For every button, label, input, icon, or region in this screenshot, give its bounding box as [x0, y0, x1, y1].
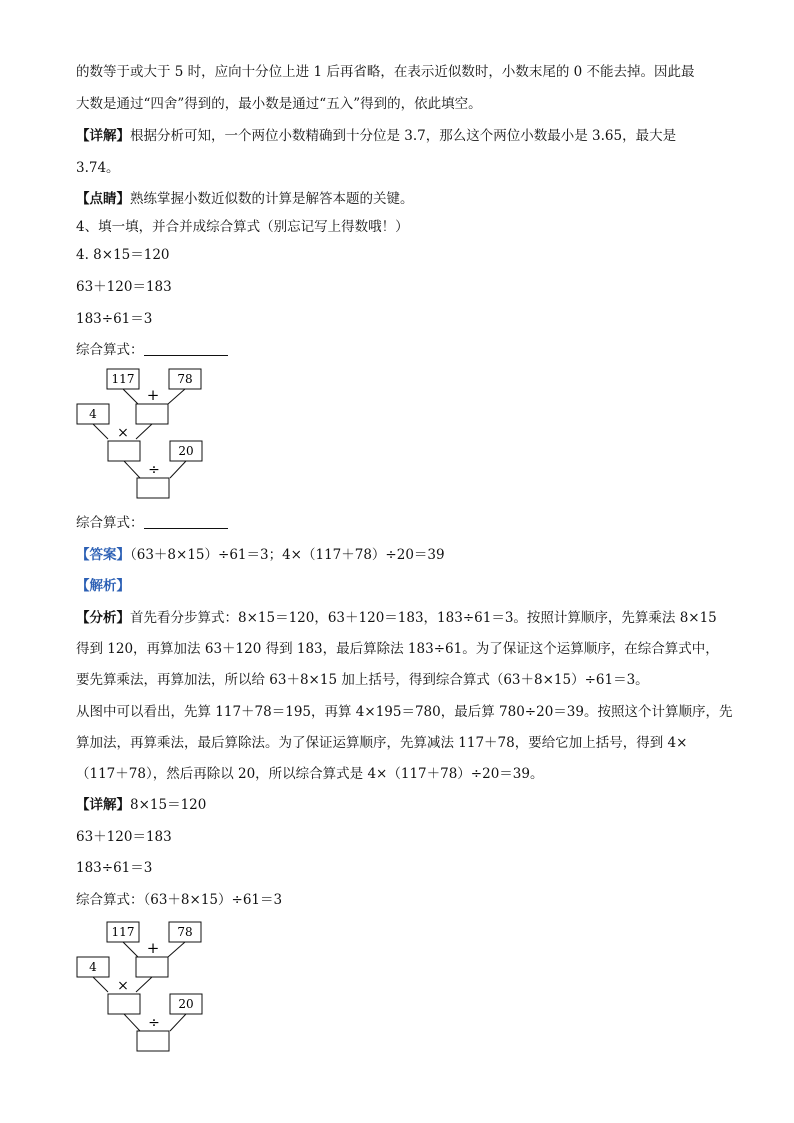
combined-label-2: 综合算式： [76, 515, 144, 531]
detail-line-1 [76, 127, 676, 145]
tree-box-left-result [108, 441, 140, 461]
tree-op-times: × [117, 425, 129, 441]
step-2: 63＋120＝183 [76, 279, 172, 295]
tree2-top-left-value: 117 [111, 925, 135, 939]
analysis-line-6: （117＋78），然后再除以 20，所以综合算式是 4×（117＋78）÷20＝39。 [76, 766, 544, 782]
point-text: 熟练掌握小数近似数的计算是解答本题的关键。 [130, 191, 414, 207]
question-title: 4、填一填，并合并成综合算式（别忘记写上得数哦！） [76, 219, 409, 235]
detail-line-2: 3.74。 [76, 160, 120, 176]
analysis-tag: 【解析】 [76, 578, 130, 594]
intro-line-2: 大数是通过“四舍”得到的，最小数是通过“五入”得到的，依此填空。 [76, 96, 482, 112]
answer-line [76, 546, 445, 564]
detail2-step-2: 63＋120＝183 [76, 829, 172, 845]
intro-line-1: 的数等于或大于 5 时，应向十分位上进 1 后再省略，在表示近似数时，小数末尾的 0 不能去掉。因此最 [76, 64, 695, 80]
step-1: 4. 8×15＝120 [76, 247, 170, 263]
analysis-heading [76, 577, 130, 595]
analysis-line-5: 算加法，再算乘法，最后算除法。为了保证运算顺序，先算减法 117＋78，要给它加上括号，得到 4× [76, 735, 688, 751]
combined-label: 综合算式： [76, 342, 144, 358]
tree-side-right-value: 20 [178, 444, 194, 458]
step-3: 183÷61＝3 [76, 311, 153, 327]
tree-op-divide: ÷ [148, 462, 160, 478]
tree-box-mid [136, 404, 168, 424]
detail2-step-3: 183÷61＝3 [76, 860, 153, 876]
tree2-side-right-value: 20 [178, 997, 194, 1011]
tree2-top-right-value: 78 [177, 925, 193, 939]
answer-tag: 【答案】 [76, 547, 130, 563]
tree2-op-times: × [117, 978, 129, 994]
point-tag: 【点睛】 [76, 191, 130, 207]
tree-side-left-value: 4 [89, 407, 97, 421]
analysis-line-4: 从图中可以看出，先算 117＋78＝195，再算 4×195＝780，最后算 780÷20＝39。按照这个计算顺序，先 [76, 704, 733, 720]
combined-formula-1 [76, 341, 228, 359]
analysis-line-1 [76, 609, 717, 627]
detail-tag: 【详解】 [76, 128, 130, 144]
answer-blank-2[interactable] [144, 514, 228, 529]
detail2-line-1 [76, 796, 206, 814]
tree-box-final [137, 478, 169, 498]
detail2-step-1: 8×15＝120 [130, 797, 207, 813]
calc-tree-diagram-2 [70, 919, 210, 1059]
fenxi-tag: 【分析】 [76, 610, 130, 626]
tree2-op-plus: + [146, 939, 160, 957]
combined-formula-2 [76, 514, 228, 532]
detail-text: 根据分析可知，一个两位小数精确到十分位是 3.7，那么这个两位小数最小是 3.65，最大是 [130, 128, 677, 144]
tree2-side-left-value: 4 [89, 960, 97, 974]
analysis-text-1: 首先看分步算式：8×15＝120，63＋120＝183，183÷61＝3。按照计算顺序，先算乘法 8×15 [130, 610, 717, 626]
tree-top-left-value: 117 [111, 372, 135, 386]
tree2-op-divide: ÷ [148, 1015, 160, 1031]
tree-top-right-value: 78 [177, 372, 193, 386]
point-line [76, 190, 414, 208]
detail2-tag: 【详解】 [76, 797, 130, 813]
detail2-combined: 综合算式：（63＋8×15）÷61＝3 [76, 892, 283, 908]
calc-tree-diagram-1 [70, 366, 210, 506]
analysis-line-2: 得到 120，再算加法 63＋120 得到 183，最后算除法 183÷61。为了保证这个运算顺序，在综合算式中， [76, 641, 719, 657]
answer-blank[interactable] [144, 341, 228, 356]
analysis-line-3: 要先算乘法，再算加法，所以给 63＋8×15 加上括号，得到综合算式（63＋8×15）÷61＝3。 [76, 672, 649, 688]
tree-op-plus: + [146, 386, 160, 404]
answer-text: （63＋8×15）÷61＝3；4×（117＋78）÷20＝39 [130, 547, 445, 563]
